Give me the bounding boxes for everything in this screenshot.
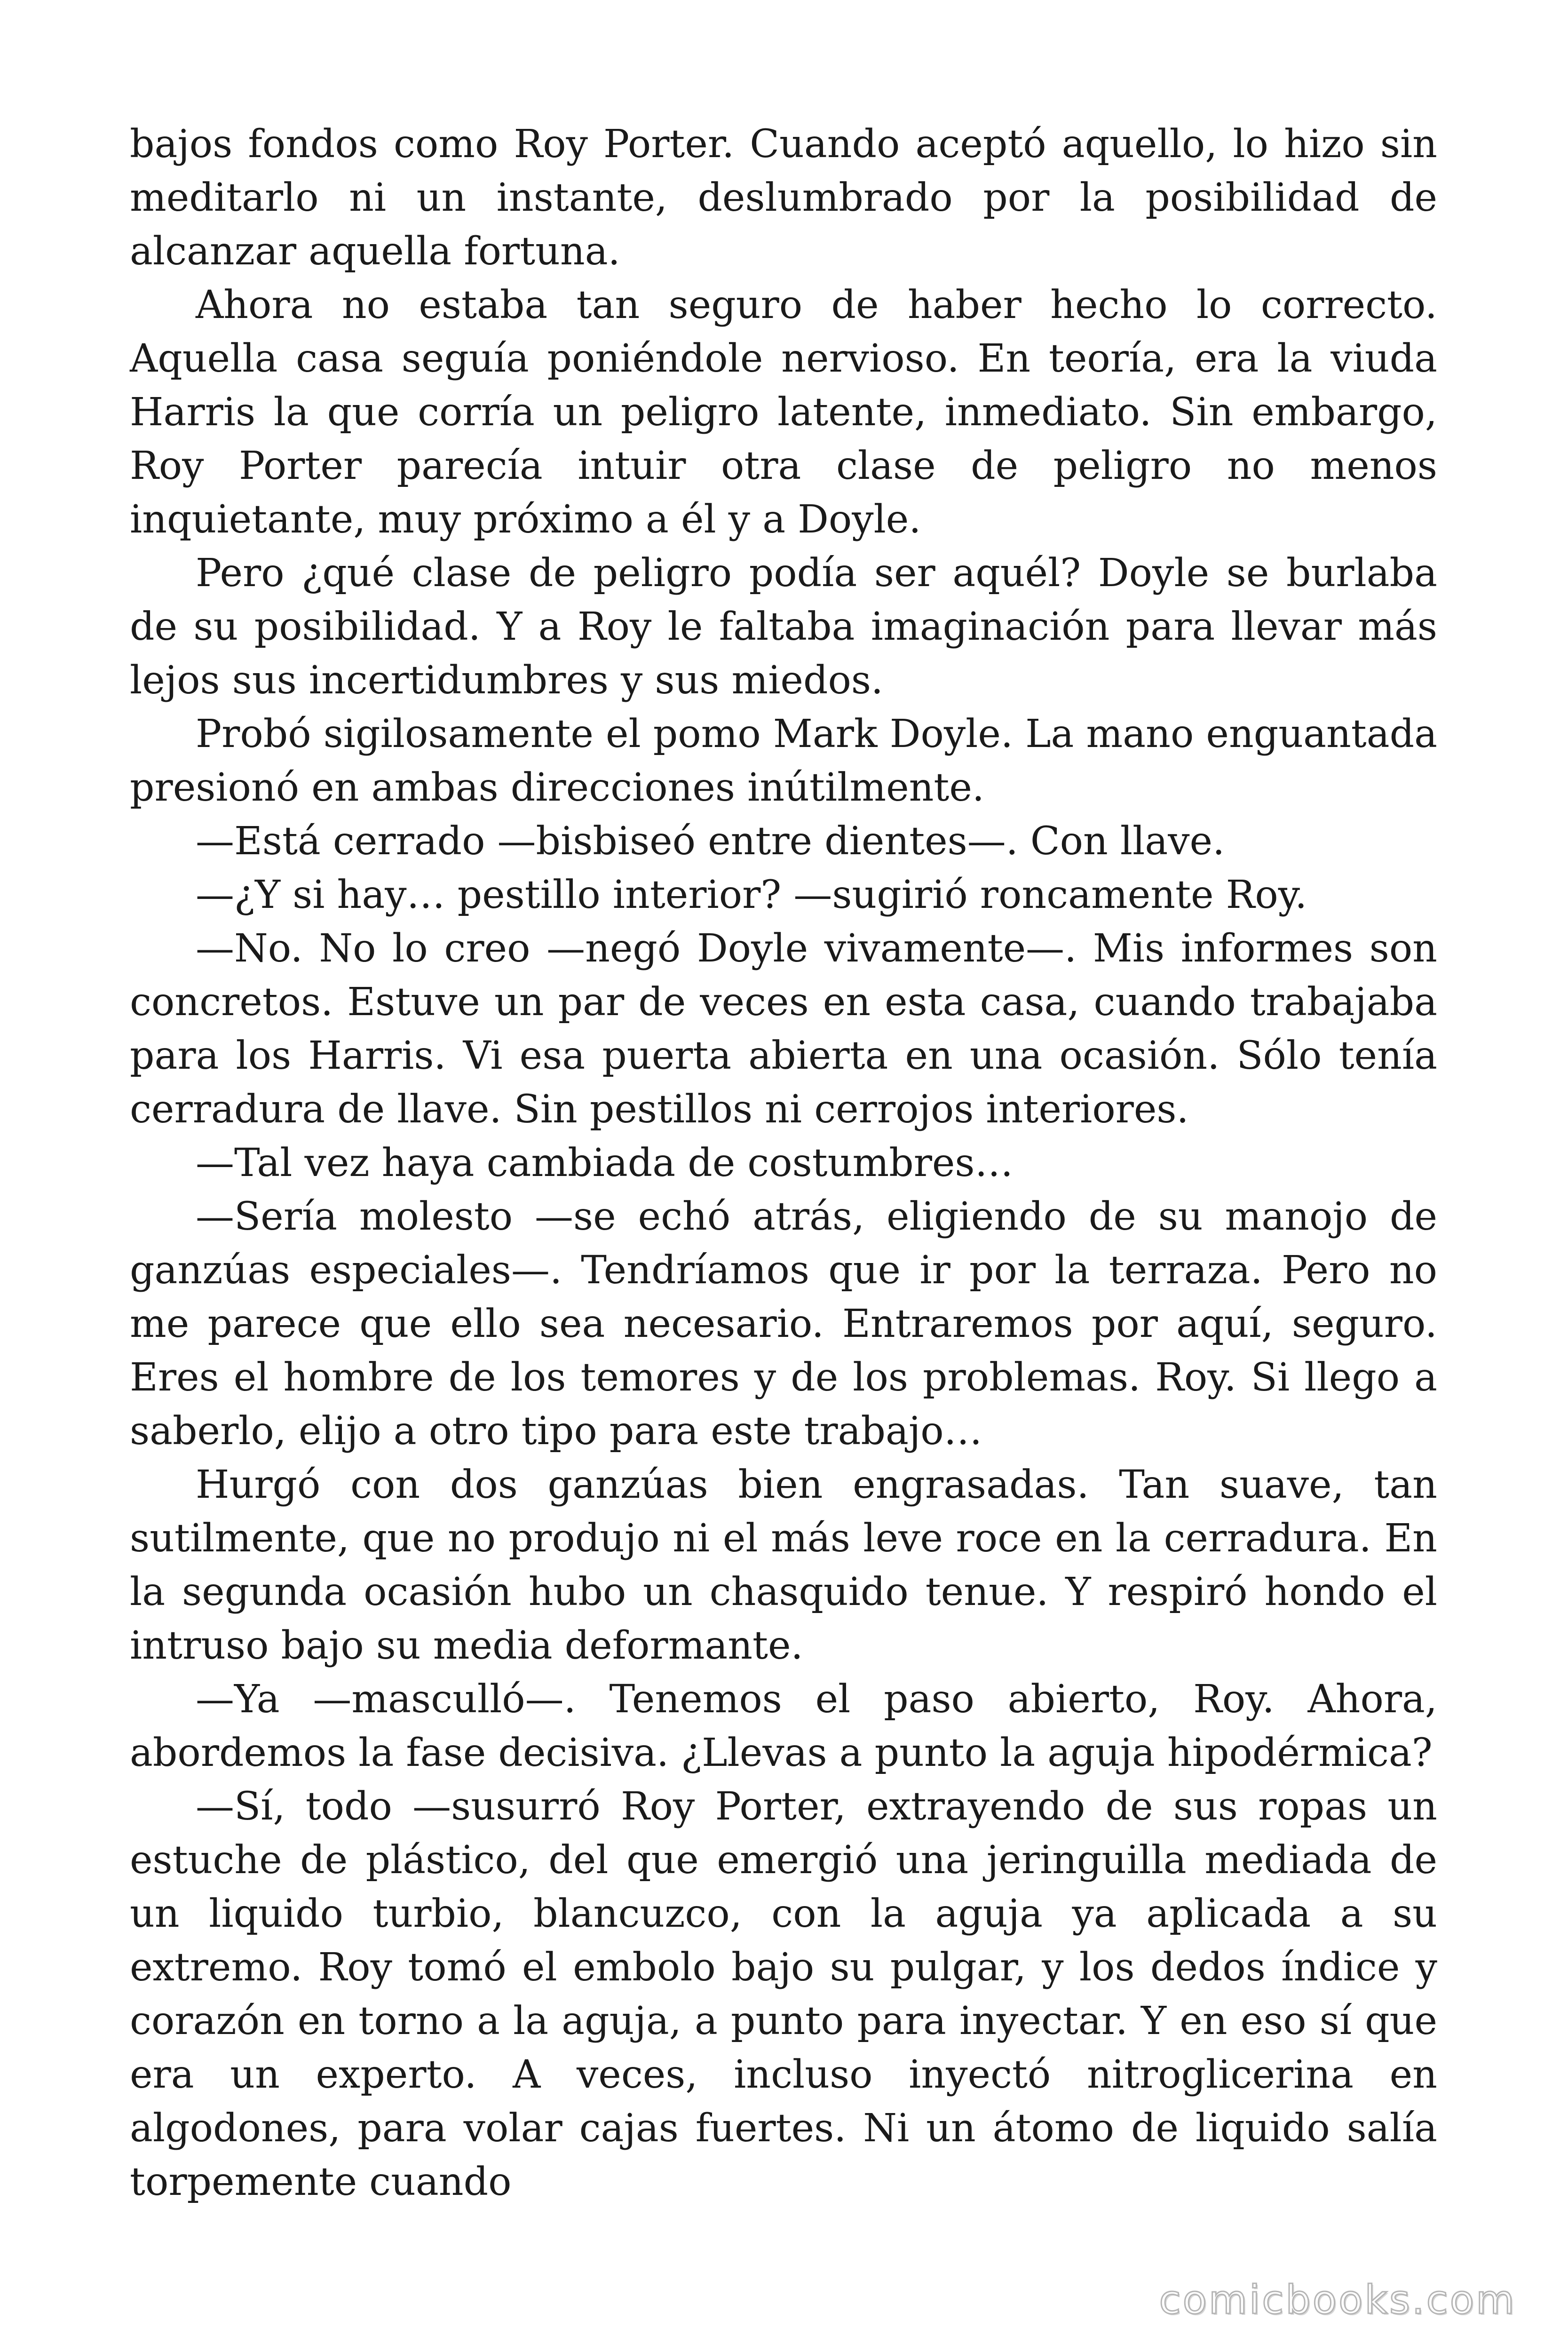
paragraph-5: —Está cerrado —bisbiseó entre dientes—. Con llave. — [196, 819, 1225, 864]
paragraph-11: —Ya —masculló—. Tenemos el paso abierto, Roy. Ahora, abordemos la fase decisiva. ¿Llevas a punto la aguja hipodérmica? — [130, 1677, 1437, 1775]
paragraph-1: bajos fondos como Roy Porter. Cuando aceptó aquello, lo hizo sin meditarlo ni un instante, deslumbrado por la posibilidad de alcanzar aquella fortuna. — [130, 122, 1437, 274]
paragraph-2: Ahora no estaba tan seguro de haber hecho lo correcto. Aquella casa seguía poniéndole nervioso. En teoría, era la viuda Harris la que corría un peligro latente, inmediato. Sin embargo, Roy Porter parecía intuir otra clase de peligro no menos inquietante, muy próximo a él y a Doyle. — [130, 283, 1437, 542]
paragraph-7: —No. No lo creo —negó Doyle vivamente—. Mis informes son concretos. Estuve un par de veces en esta casa, cuando trabajaba para los Harris. Vi esa puerta abierta en una ocasión. Sólo tenía cerradura de llave. Sin pestillos ni cerrojos interiores. — [130, 926, 1437, 1132]
paragraph-3: Pero ¿qué clase de peligro podía ser aquél? Doyle se burlaba de su posibilidad. Y a Roy le faltaba imaginación para llevar más lejos sus incertidumbres y sus miedos. — [130, 551, 1437, 703]
paragraph-10: Hurgó con dos ganzúas bien engrasadas. Tan suave, tan sutilmente, que no produjo ni el más leve roce en la cerradura. En la segunda ocasión hubo un chasquido tenue. Y respiró hondo el intruso bajo su media deformante. — [130, 1462, 1437, 1668]
paragraph-4: Probó sigilosamente el pomo Mark Doyle. La mano enguantada presionó en ambas direcciones inútilmente. — [130, 712, 1437, 810]
paragraph-6: —¿Y si hay… pestillo interior? —sugirió roncamente Roy. — [196, 873, 1307, 917]
page-text — [130, 118, 1437, 2209]
paragraph-12: —Sí, todo —susurró Roy Porter, extrayendo de sus ropas un estuche de plástico, del que emergió una jeringuilla mediada de un liquido turbio, blancuzco, con la aguja ya aplicada a su extremo. Roy tomó el embolo bajo su pulgar, y los dedos índice y corazón en torno a la aguja, a punto para inyectar. Y en eso sí que era un experto. A veces, incluso inyectó nitroglicerina en algodones, para volar cajas fuertes. Ni un átomo de liquido salía torpemente cuando — [130, 1784, 1437, 2204]
watermark: comicbooks.com — [1159, 2277, 1516, 2323]
paragraph-9: —Sería molesto —se echó atrás, eligiendo de su manojo de ganzúas especiales—. Tendríamos que ir por la terraza. Pero no me parece que ello sea necesario. Entraremos por aquí, seguro. Eres el hombre de los temores y de los problemas. Roy. Si llego a saberlo, elijo a otro tipo para este trabajo… — [130, 1194, 1437, 1454]
paragraph-8: —Tal vez haya cambiada de costumbres… — [196, 1141, 1014, 1185]
